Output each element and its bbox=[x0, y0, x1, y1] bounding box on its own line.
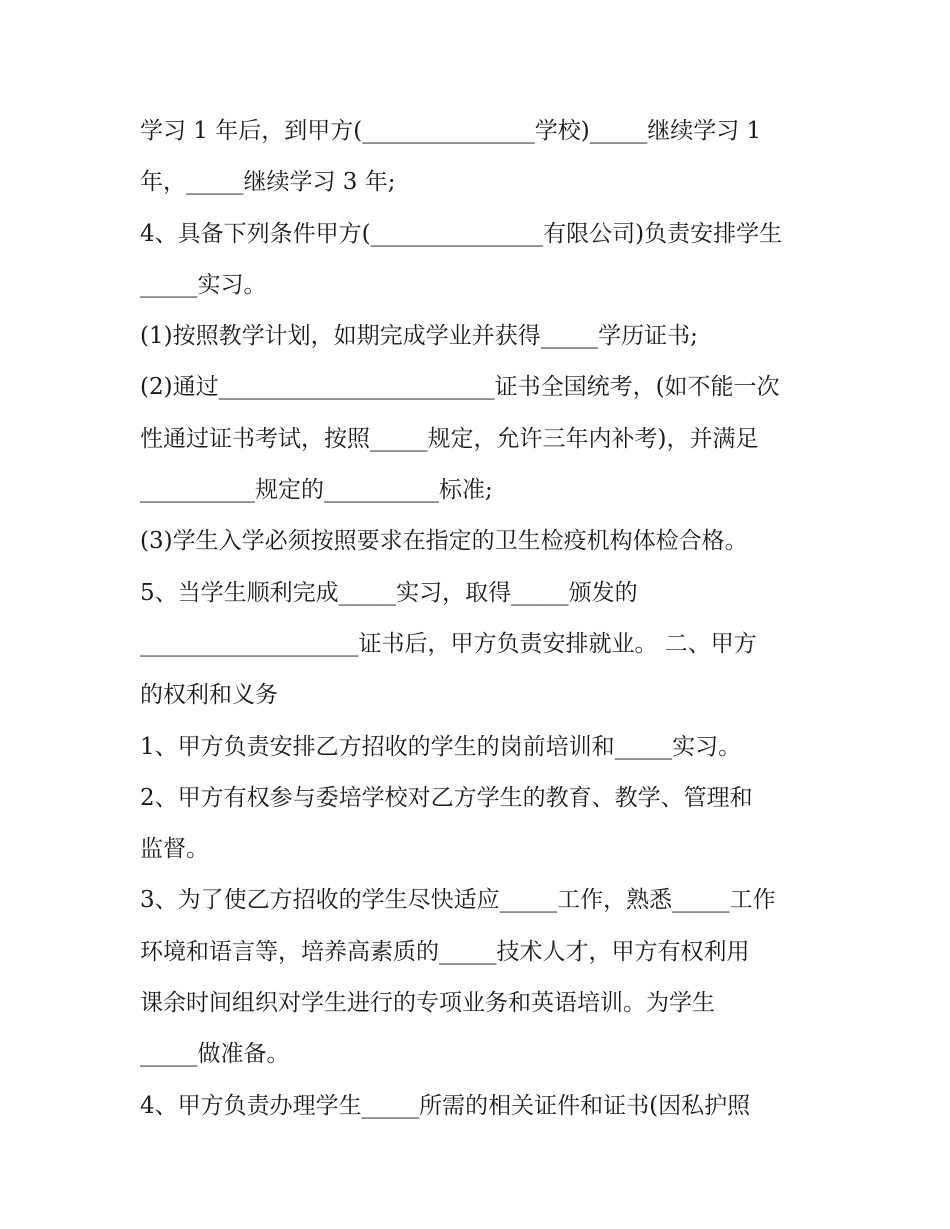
text-line: (2)通过________________________证书全国统考，(如不能一次 bbox=[140, 374, 780, 401]
text-line: 4、具备下列条件甲方(_______________有限公司)负责安排学生 bbox=[140, 220, 783, 247]
document-body bbox=[140, 106, 820, 1132]
text-line: 1、甲方负责安排乙方招收的学生的岗前培训和_____实习。 bbox=[140, 733, 742, 760]
text-line: __________规定的__________标准; bbox=[140, 477, 493, 504]
text-line: 5、当学生顺利完成_____实习，取得_____颁发的 bbox=[140, 579, 638, 606]
text-line: 3、为了使乙方招收的学生尽快适应_____工作，熟悉_____工作 bbox=[140, 887, 776, 914]
text-line: 课余时间组织对学生进行的专项业务和英语培训。为学生 bbox=[140, 990, 715, 1017]
text-line: (3)学生入学必须按照要求在指定的卫生检疫机构体检合格。 bbox=[140, 528, 748, 555]
text-line: (1)按照教学计划，如期完成学业并获得_____学历证书; bbox=[140, 323, 698, 350]
text-line: 4、甲方负责办理学生_____所需的相关证件和证书(因私护照 bbox=[140, 1092, 751, 1119]
text-line: 学习 1 年后，到甲方(_______________学校)_____继续学习 1 bbox=[140, 118, 762, 144]
text-line: 监督。 bbox=[140, 836, 209, 863]
text-line: _____做准备。 bbox=[140, 1041, 290, 1068]
text-line: 年，_____继续学习 3 年; bbox=[140, 169, 396, 196]
text-line: 环境和语言等，培养高素质的_____技术人才，甲方有权利用 bbox=[140, 938, 750, 965]
text-line: 2、甲方有权参与委培学校对乙方学生的教育、教学、管理和 bbox=[140, 784, 753, 811]
text-line: 的权利和义务 bbox=[140, 682, 278, 709]
text-line: 性通过证书考试，按照_____规定，允许三年内补考)，并满足 bbox=[140, 425, 759, 452]
text-line: ___________________证书后，甲方负责安排就业。 二、甲方 bbox=[140, 630, 757, 657]
text-line: _____实习。 bbox=[140, 271, 267, 298]
